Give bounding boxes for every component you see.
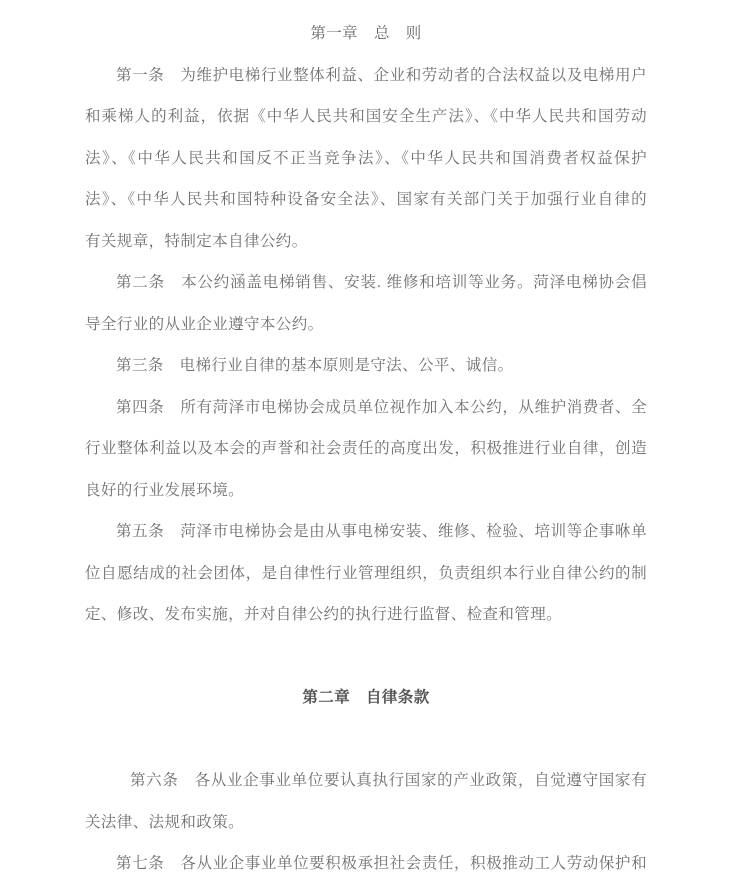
text-line: 法》、《中华人民共和国反不正当竞争法》、《中华人民共和国消费者权益保护 [85, 149, 647, 167]
text-line: 关法律、法规和政策。 [85, 813, 245, 831]
text-line: 第三条 电梯行业自律的基本原则是守法、公平、诚信。 [116, 357, 514, 374]
chapter-heading: 第二章 自律条款 [302, 689, 430, 706]
text-line: 第六条 各从业企事业单位要认真执行国家的产业政策，自觉遵守国家有 [130, 772, 647, 789]
text-line: 第四条 所有菏泽市电梯协会成员单位视作加入本公约，从维护消费者、全 [116, 398, 647, 416]
text-line: 有关规章，特制定本自律公约。 [85, 232, 308, 250]
text-line: 良好的行业发展环境。 [85, 481, 245, 499]
text-line: 位自愿结成的社会团体，是自律性行业管理组织，负责组织本行业自律公约的制 [85, 564, 647, 582]
text-line: 法》、《中华人民共和国特种设备安全法》、国家有关部门关于加强行业自律的 [85, 191, 647, 208]
chapter-heading: 第一章 总 则 [310, 25, 422, 42]
text-line: 定、修改、发布实施，并对自律公约的执行进行监督、检查和管理。 [85, 606, 563, 623]
text-line: 和乘梯人的利益，依据《中华人民共和国安全生产法》、《中华人民共和国劳动 [85, 108, 647, 125]
text-line: 导全行业的从业企业遵守本公约。 [85, 315, 324, 333]
text-line: 行业整体利益以及本会的声誉和社会责任的高度出发，积极推进行业自律，创造 [85, 440, 647, 457]
text-line: 第二条 本公约涵盖电梯销售、安装. 维修和培训等业务。菏泽电梯协会倡 [116, 274, 647, 291]
text-line: 第七条 各从业企事业单位要积极承担社会责任，积极推动工人劳动保护和 [116, 855, 647, 872]
text-line: 第五条 菏泽市电梯协会是由从事电梯安装、维修、检验、培训等企事咻单 [116, 523, 647, 540]
text-line: 第一条 为维护电梯行业整体利益、企业和劳动者的合法权益以及电梯用户 [116, 66, 647, 84]
